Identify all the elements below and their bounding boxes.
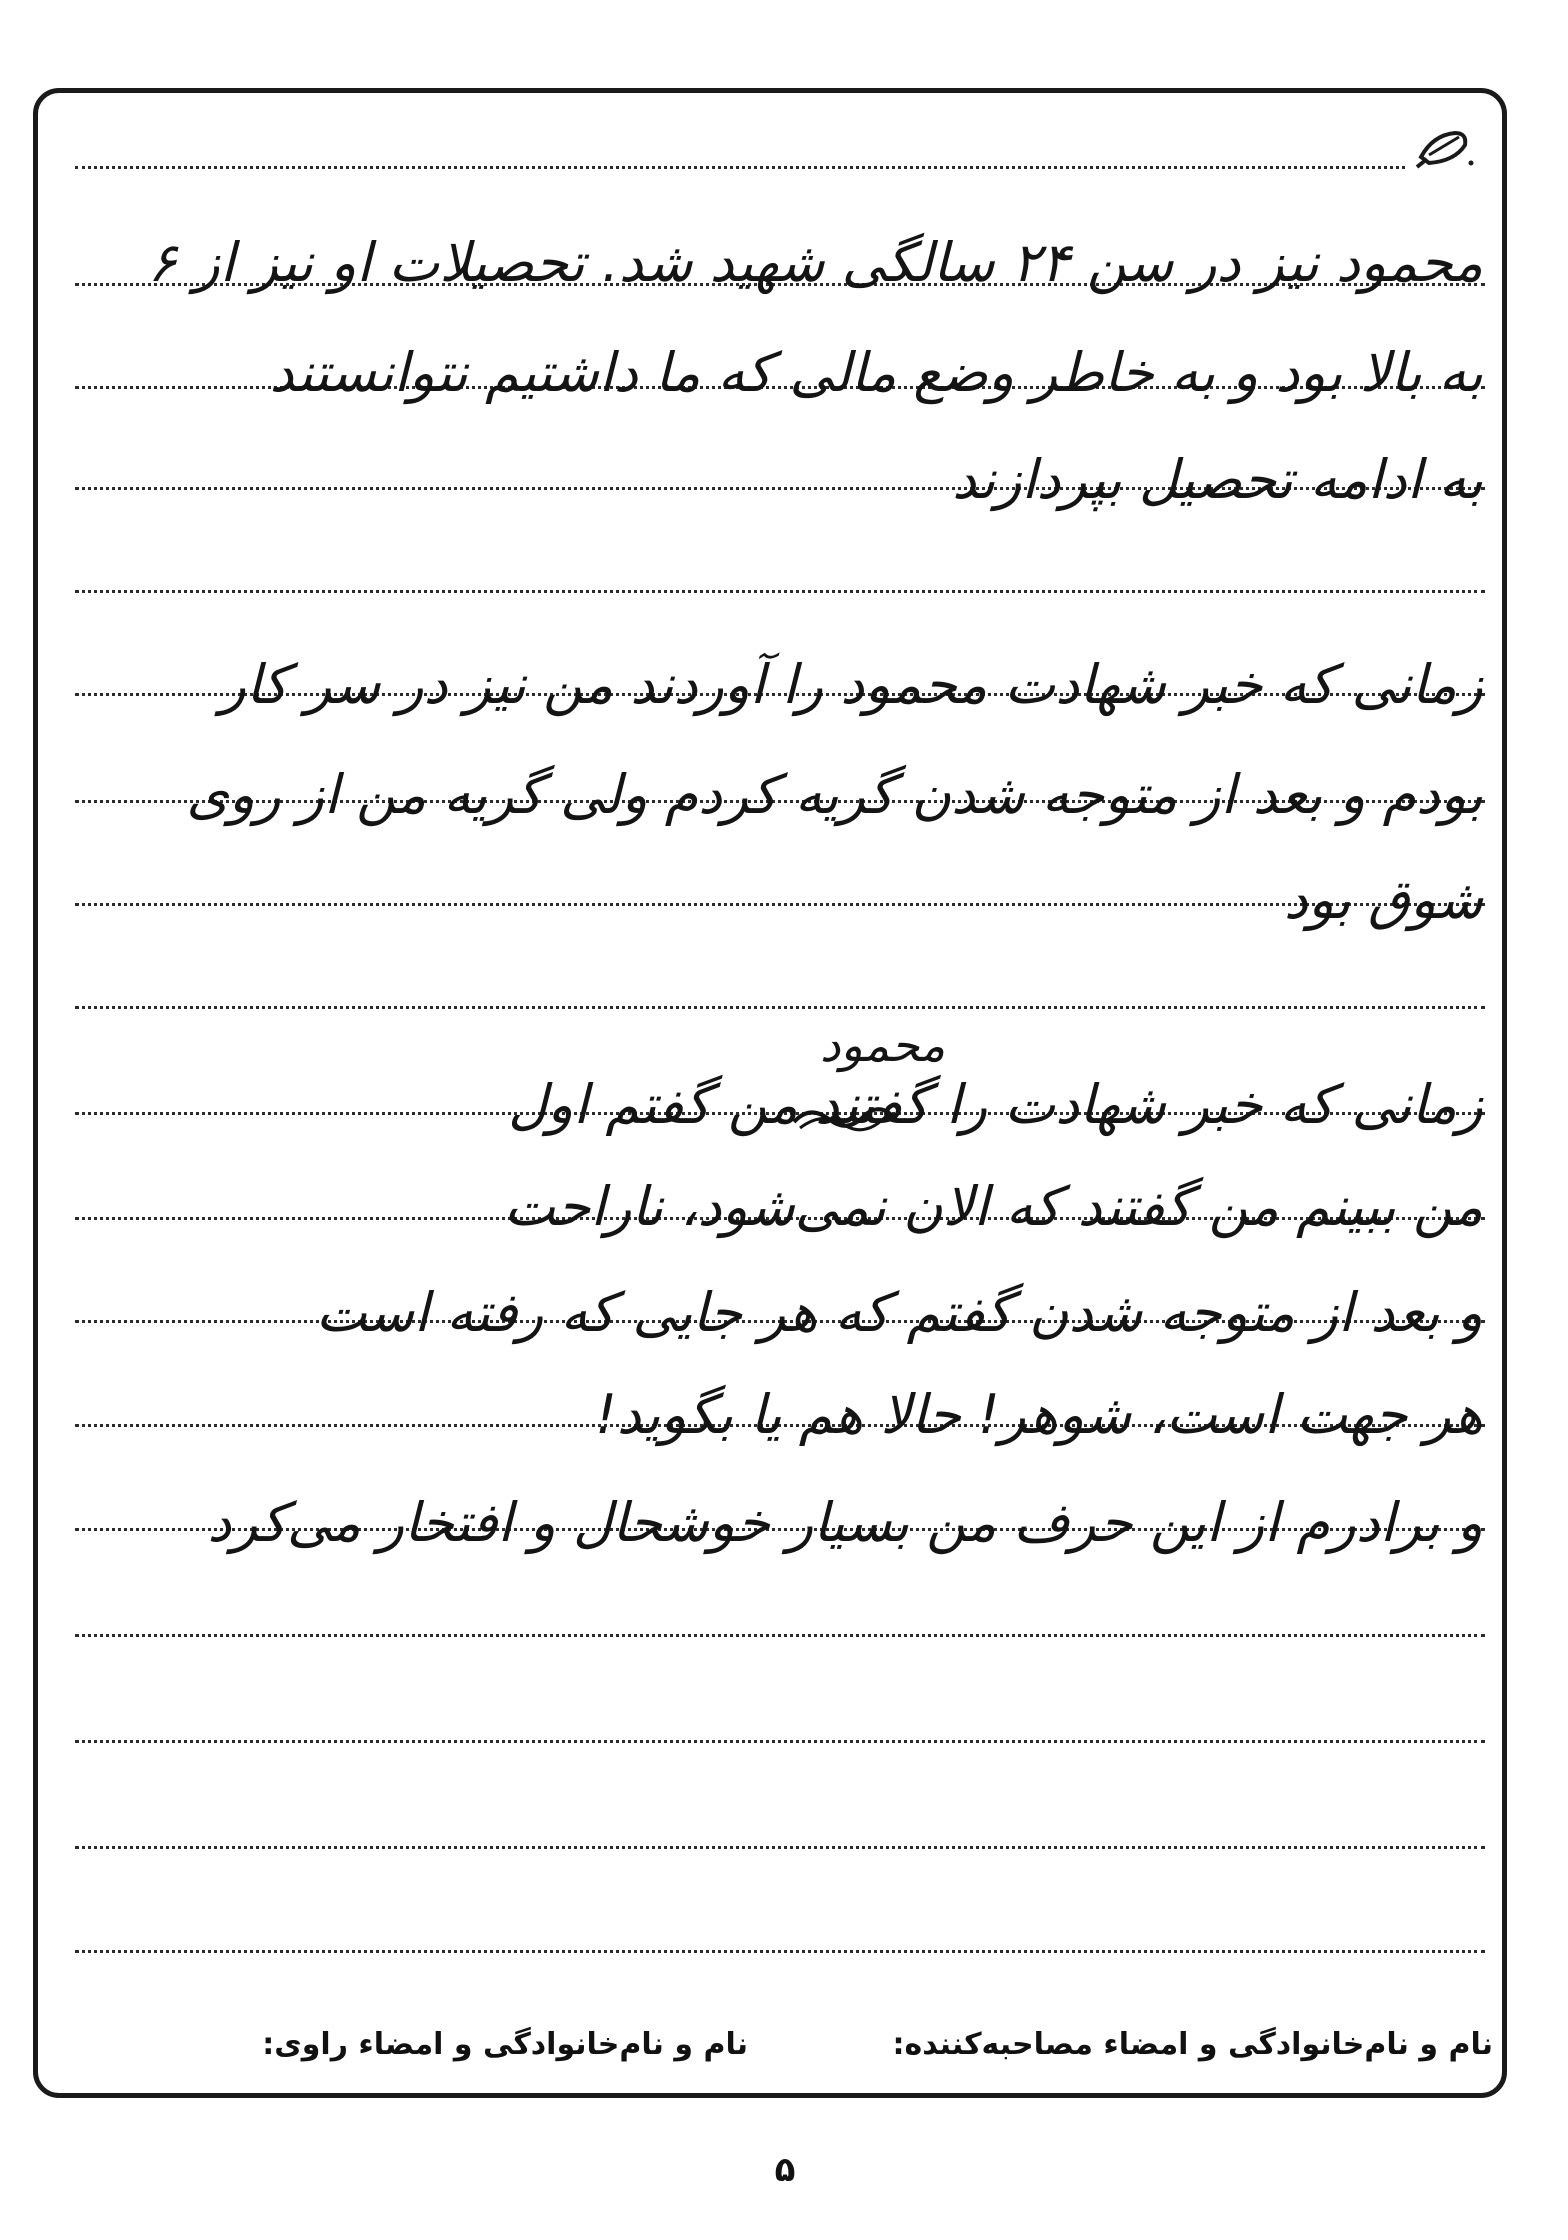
handwritten-line: به بالا بود و به خاطر وضع مالی که ما داشتیم نتوانستند xyxy=(269,341,1483,404)
handwritten-line: و بعد از متوجه شدن گفتم که هر جایی که رفته است xyxy=(315,1281,1483,1344)
interviewer-signature-label: نام و نام‌خانوادگی و امضاء مصاحبه‌کننده: xyxy=(892,2027,1493,2062)
pen-icon xyxy=(1415,127,1475,171)
handwritten-insertion: محمود xyxy=(820,1018,946,1072)
dotted-rule xyxy=(75,166,1405,169)
handwritten-line: من ببینم من گفتند که الان نمی‌شود، ناراحت xyxy=(504,1175,1483,1238)
dotted-rule xyxy=(75,1846,1485,1849)
dotted-rule xyxy=(75,1740,1485,1743)
handwritten-line: محمود نیز در سن ۲۴ سالگی شهید شد. تحصیلات او نیز از ۶ xyxy=(147,231,1483,294)
narrator-signature-label: نام و نام‌خانوادگی و امضاء راوی: xyxy=(262,2027,748,2062)
dotted-rule xyxy=(75,1950,1485,1953)
dotted-rule xyxy=(75,1634,1485,1637)
dotted-rule xyxy=(75,1006,1485,1009)
handwritten-line: بودم و بعد از متوجه شدن گریه کردم ولی گریه من از روی xyxy=(186,763,1483,826)
handwritten-line: زمانی که خبر شهادت محمود را آوردند من نیز در سر کار xyxy=(219,653,1483,716)
handwritten-line: و برادرم از این حرف من بسیار خوشحال و افتخار می‌کرد xyxy=(207,1491,1483,1554)
crossed-out-word xyxy=(790,1098,900,1138)
handwritten-line: هر جهت است، شوهر! حالا هم یا بگوید! xyxy=(595,1383,1483,1446)
page-number: ۵ xyxy=(774,2150,796,2190)
handwritten-line: به ادامه تحصیل بپردازند xyxy=(952,448,1483,511)
handwritten-line: شوق بود xyxy=(1283,868,1483,931)
dotted-rule xyxy=(75,590,1485,593)
handwritten-line: زمانی که خبر شهادت را گفتند من گفتم اول xyxy=(507,1073,1483,1136)
dotted-rule xyxy=(75,903,1485,906)
